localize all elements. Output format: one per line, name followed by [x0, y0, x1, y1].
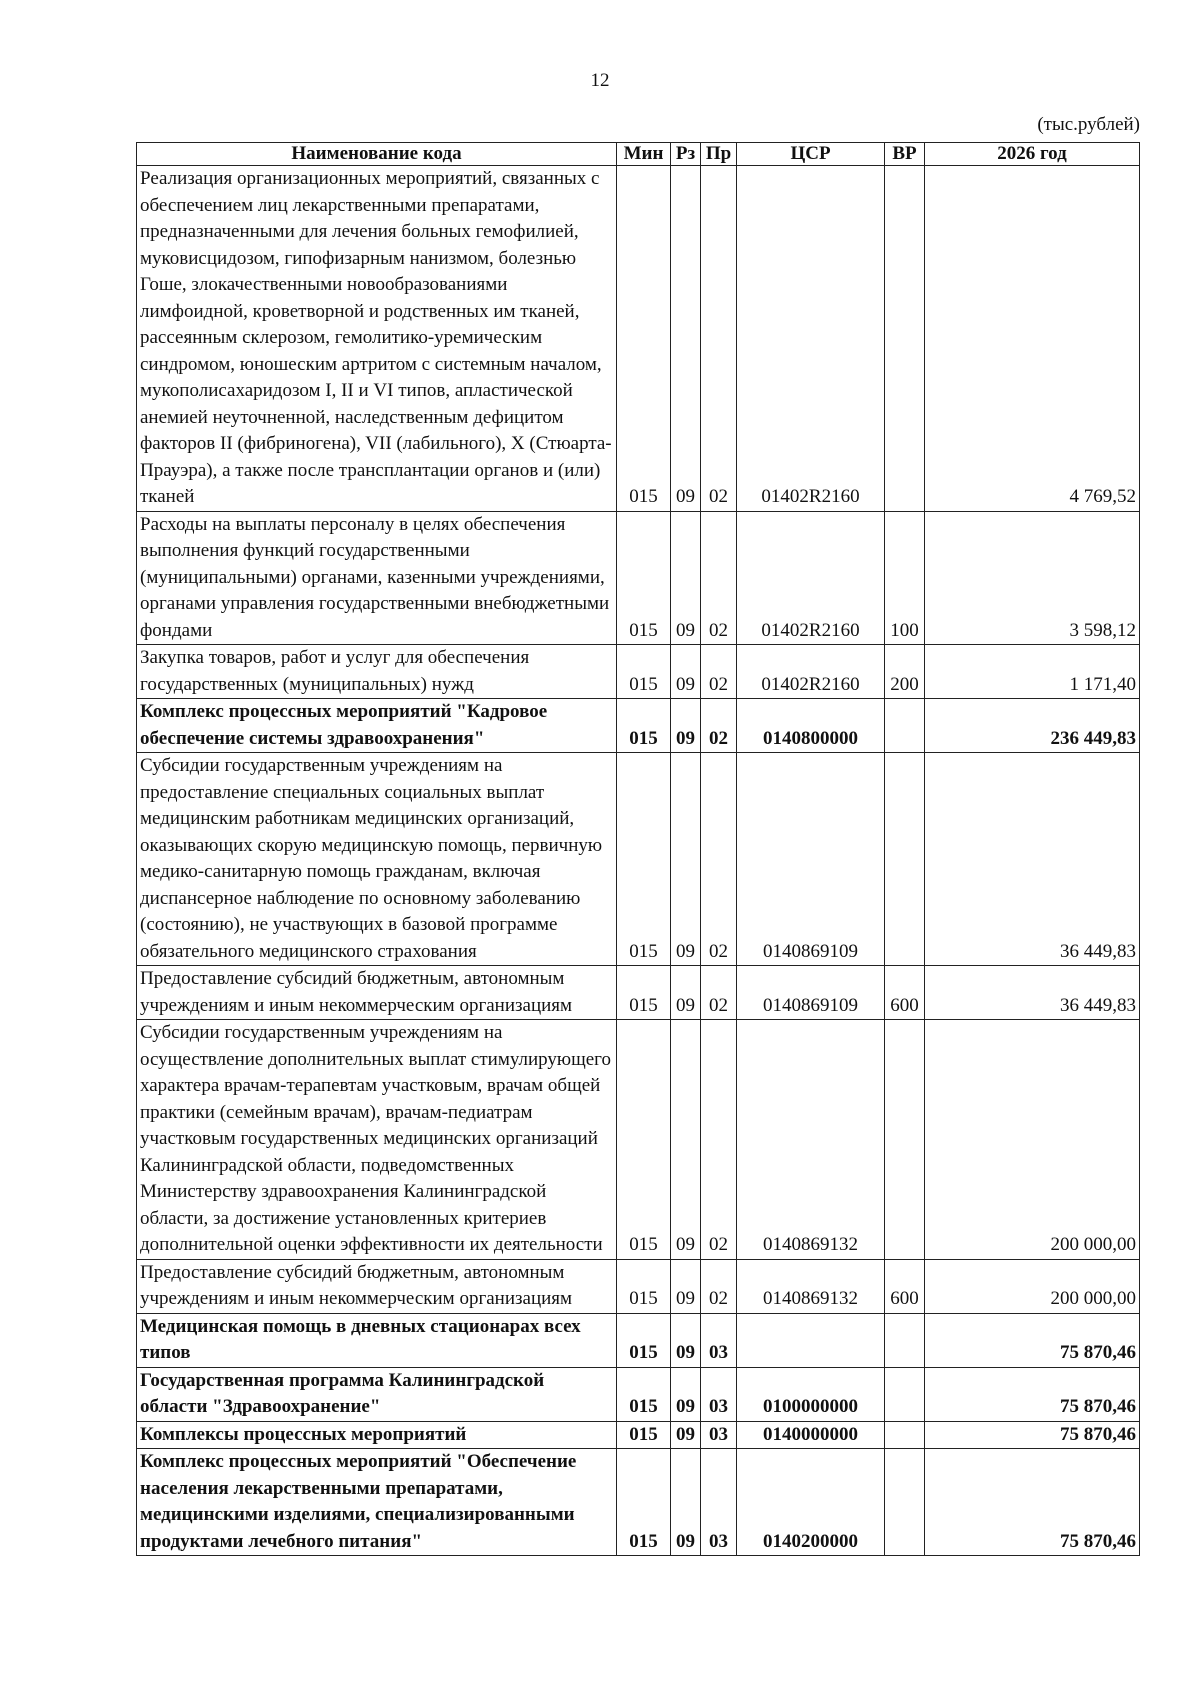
- row-pr: 03: [701, 1421, 737, 1449]
- row-rz: 09: [671, 1421, 701, 1449]
- row-min: 015: [617, 1020, 671, 1260]
- row-pr: 02: [701, 511, 737, 645]
- row-amount: 4 769,52: [925, 166, 1140, 512]
- row-vr: 200: [885, 645, 925, 699]
- row-pr: 03: [701, 1449, 737, 1556]
- row-csr: 0140869132: [737, 1259, 885, 1313]
- row-vr: 600: [885, 966, 925, 1020]
- row-amount: 75 870,46: [925, 1313, 1140, 1367]
- row-rz: 09: [671, 645, 701, 699]
- table-row: [137, 645, 1140, 699]
- row-amount: 200 000,00: [925, 1020, 1140, 1260]
- header-rz: Рз: [671, 143, 701, 166]
- table-row: [137, 1449, 1140, 1556]
- row-rz: 09: [671, 1367, 701, 1421]
- row-amount: 36 449,83: [925, 753, 1140, 966]
- table-header-row: [137, 143, 1140, 166]
- row-min: 015: [617, 1421, 671, 1449]
- header-year: 2026 год: [925, 143, 1140, 166]
- row-name: Субсидии государственным учреждениям на предоставление специальных социальных выплат медицинским работникам медицинских организаций, оказывающих скорую медицинскую помощь, первичную медико-санитарную помощь гражданам, включая диспансерное наблюдение по основному заболеванию (состоянию), не участвующих в базовой программе обязательного медицинского страхования: [137, 753, 617, 966]
- row-min: 015: [617, 699, 671, 753]
- row-rz: 09: [671, 1449, 701, 1556]
- table-row: [137, 699, 1140, 753]
- row-rz: 09: [671, 1020, 701, 1260]
- row-name: Закупка товаров, работ и услуг для обеспечения государственных (муниципальных) нужд: [137, 645, 617, 699]
- row-min: 015: [617, 511, 671, 645]
- row-csr: 0140869109: [737, 966, 885, 1020]
- row-rz: 09: [671, 753, 701, 966]
- row-pr: 02: [701, 966, 737, 1020]
- row-name: Государственная программа Калининградской области "Здравоохранение": [137, 1367, 617, 1421]
- header-pr: Пр: [701, 143, 737, 166]
- row-pr: 02: [701, 699, 737, 753]
- table-row: [137, 166, 1140, 512]
- budget-table: [136, 142, 1140, 1556]
- row-min: 015: [617, 1367, 671, 1421]
- row-pr: 02: [701, 1020, 737, 1260]
- row-csr: 0140800000: [737, 699, 885, 753]
- table-row: [137, 1313, 1140, 1367]
- header-min: Мин: [617, 143, 671, 166]
- row-vr: 100: [885, 511, 925, 645]
- row-name: Комплекс процессных мероприятий "Кадровое обеспечение системы здравоохранения": [137, 699, 617, 753]
- table-row: [137, 966, 1140, 1020]
- table-row: [137, 1020, 1140, 1260]
- row-amount: 75 870,46: [925, 1367, 1140, 1421]
- row-csr: [737, 1313, 885, 1367]
- row-name: Предоставление субсидий бюджетным, автономным учреждениям и иным некоммерческим организациям: [137, 966, 617, 1020]
- row-rz: 09: [671, 966, 701, 1020]
- row-pr: 03: [701, 1313, 737, 1367]
- header-name: Наименование кода: [137, 143, 617, 166]
- row-pr: 02: [701, 753, 737, 966]
- row-vr: [885, 1367, 925, 1421]
- row-pr: 02: [701, 166, 737, 512]
- row-min: 015: [617, 966, 671, 1020]
- table-row: [137, 1421, 1140, 1449]
- header-vr: ВР: [885, 143, 925, 166]
- row-vr: [885, 699, 925, 753]
- row-amount: 75 870,46: [925, 1449, 1140, 1556]
- table-row: [137, 1259, 1140, 1313]
- row-vr: [885, 1313, 925, 1367]
- table-row: [137, 753, 1140, 966]
- row-amount: 36 449,83: [925, 966, 1140, 1020]
- row-min: 015: [617, 166, 671, 512]
- row-name: Расходы на выплаты персоналу в целях обеспечения выполнения функций государственными (муниципальными) органами, казенными учреждениями, органами управления государственными внебюджетными фондами: [137, 511, 617, 645]
- row-rz: 09: [671, 1259, 701, 1313]
- row-name: Медицинская помощь в дневных стационарах всех типов: [137, 1313, 617, 1367]
- row-name: Предоставление субсидий бюджетным, автономным учреждениям и иным некоммерческим организациям: [137, 1259, 617, 1313]
- row-name: Комплекс процессных мероприятий "Обеспечение населения лекарственными препаратами, медицинскими изделиями, специализированными продуктами лечебного питания": [137, 1449, 617, 1556]
- row-vr: [885, 166, 925, 512]
- row-csr: 0140869132: [737, 1020, 885, 1260]
- row-csr: 0100000000: [737, 1367, 885, 1421]
- row-pr: 03: [701, 1367, 737, 1421]
- row-csr: 0140000000: [737, 1421, 885, 1449]
- row-min: 015: [617, 1259, 671, 1313]
- row-csr: 0140200000: [737, 1449, 885, 1556]
- row-rz: 09: [671, 166, 701, 512]
- row-pr: 02: [701, 1259, 737, 1313]
- row-vr: 600: [885, 1259, 925, 1313]
- header-csr: ЦСР: [737, 143, 885, 166]
- row-vr: [885, 1421, 925, 1449]
- unit-label: (тыс.рублей): [1037, 114, 1140, 135]
- row-vr: [885, 1020, 925, 1260]
- table-row: [137, 511, 1140, 645]
- row-csr: 01402R2160: [737, 166, 885, 512]
- row-amount: 1 171,40: [925, 645, 1140, 699]
- row-min: 015: [617, 1313, 671, 1367]
- row-name: Комплексы процессных мероприятий: [137, 1421, 617, 1449]
- row-rz: 09: [671, 1313, 701, 1367]
- row-amount: 236 449,83: [925, 699, 1140, 753]
- row-name: Субсидии государственным учреждениям на осуществление дополнительных выплат стимулирующего характера врачам-терапевтам участковым, врачам общей практики (семейным врачам), врачам-педиатрам участковым государственных медицинских организаций Калининградской области, подведомственных Министерству здравоохранения Калининградской области, за достижение установленных критериев дополнительной оценки эффективности их деятельности: [137, 1020, 617, 1260]
- page-number: 12: [590, 70, 610, 91]
- row-csr: 01402R2160: [737, 511, 885, 645]
- row-amount: 75 870,46: [925, 1421, 1140, 1449]
- row-vr: [885, 1449, 925, 1556]
- row-min: 015: [617, 753, 671, 966]
- table-row: [137, 1367, 1140, 1421]
- row-min: 015: [617, 1449, 671, 1556]
- row-min: 015: [617, 645, 671, 699]
- row-rz: 09: [671, 511, 701, 645]
- row-pr: 02: [701, 645, 737, 699]
- row-amount: 200 000,00: [925, 1259, 1140, 1313]
- row-rz: 09: [671, 699, 701, 753]
- row-csr: 0140869109: [737, 753, 885, 966]
- row-csr: 01402R2160: [737, 645, 885, 699]
- row-amount: 3 598,12: [925, 511, 1140, 645]
- row-name: Реализация организационных мероприятий, связанных с обеспечением лиц лекарственными препаратами, предназначенными для лечения больных гемофилией, муковисцидозом, гипофизарным нанизмом, болезнью Гоше, злокачественными новообразованиями лимфоидной, кроветворной и родственных им тканей, рассеянным склерозом, гемолитико-уремическим синдромом, юношеским артритом с системным началом, мукополисахаридозом I, II и VI типов, апластической анемией неуточненной, наследственным дефицитом факторов II (фибриногена), VII (лабильного), X (Стюарта-Прауэра), а также после трансплантации органов и (или) тканей: [137, 166, 617, 512]
- row-vr: [885, 753, 925, 966]
